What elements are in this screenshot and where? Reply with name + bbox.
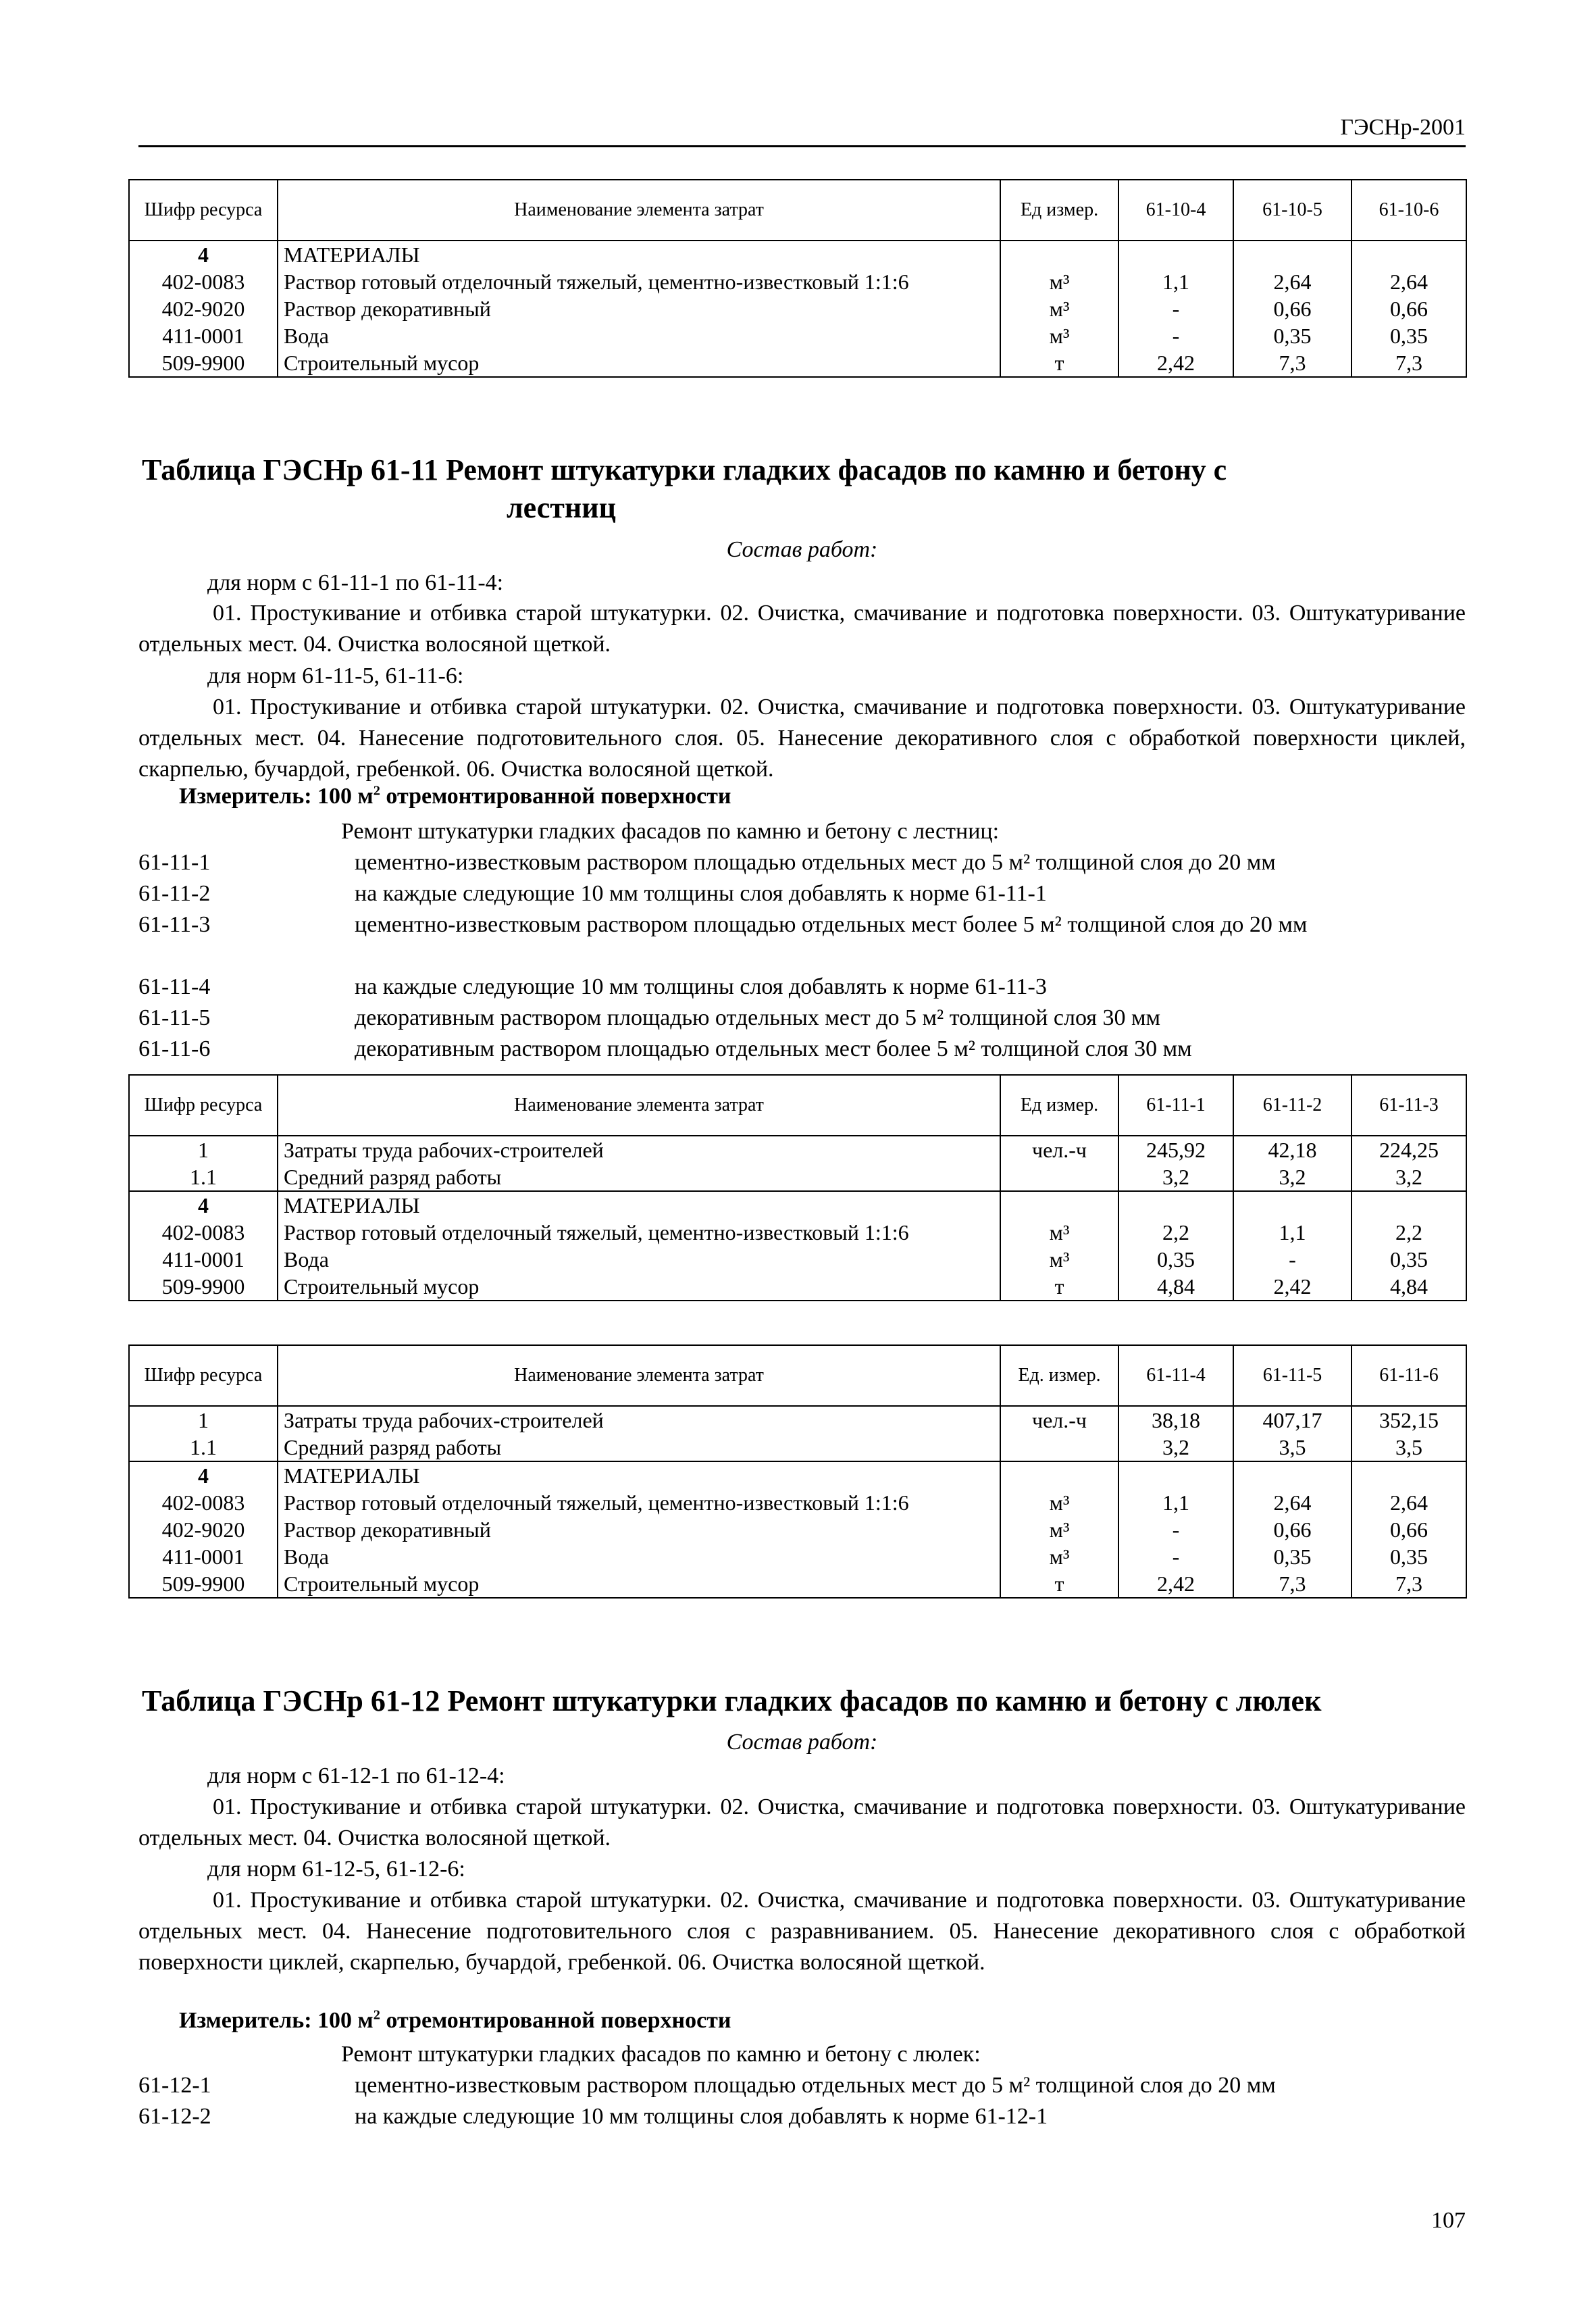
norm-code: 61-12-1 (138, 2073, 211, 2098)
resource-name: МАТЕРИАЛЫ (278, 1461, 1000, 1489)
unit (1000, 1461, 1118, 1489)
value: 2,64 (1233, 268, 1352, 295)
resource-code: 411-0001 (129, 322, 278, 349)
value: 0,66 (1352, 295, 1466, 322)
header-name: Наименование элемента затрат (278, 1345, 1000, 1406)
resource-name: Вода (278, 1543, 1000, 1570)
resource-name: Вода (278, 1246, 1000, 1273)
norm-code: 61-11-3 (138, 912, 211, 937)
resource-code: 4 (129, 241, 278, 268)
table-row (129, 1273, 1466, 1301)
measure-sup: 2 (373, 2007, 380, 2023)
resource-name: Средний разряд работы (278, 1434, 1000, 1461)
section-title-line: Таблица ГЭСНр 61-12 Ремонт штукатурки гладких фасадов по камню и бетону с люлек (142, 1684, 1322, 1717)
header-norm: 61-11-3 (1352, 1075, 1466, 1136)
value: 2,64 (1233, 1489, 1352, 1516)
unit: м³ (1000, 1219, 1118, 1246)
resource-table-61-11-a (128, 1074, 1467, 1301)
value: 3,5 (1233, 1434, 1352, 1461)
resource-name: Строительный мусор (278, 1570, 1000, 1598)
measure-unit (179, 784, 731, 809)
value: 0,35 (1352, 1543, 1466, 1570)
value: 42,18 (1233, 1136, 1352, 1163)
table-row (129, 268, 1466, 295)
value: 224,25 (1352, 1136, 1466, 1163)
table-row (129, 1246, 1466, 1273)
work-composition-text: 01. Простукивание и отбивка старой штукатурки. 02. Очистка, смачивание и подготовка поверхности. 03. Оштукатуривание отдельных мест. 04. Нанесение подготовительного слоя с разравниванием. 05. Нанесение декоративного слоя с обработкой поверхности циклей, скарпелью, бучардой, гребенкой. 06. Очистка волосяной щеткой. (138, 1888, 1466, 1975)
resource-code: 1.1 (129, 1434, 278, 1461)
unit: т (1000, 1570, 1118, 1598)
measure-sup: 2 (373, 783, 380, 799)
resource-code: 402-0083 (129, 1489, 278, 1516)
value: 7,3 (1233, 1570, 1352, 1598)
value: 3,5 (1352, 1434, 1466, 1461)
norms-range-label: для норм 61-12-5, 61-12-6: (207, 1857, 465, 1882)
norm-text: на каждые следующие 10 мм толщины слоя добавлять к норме 61-12-1 (355, 2104, 1048, 2129)
resource-code: 402-0083 (129, 1219, 278, 1246)
header-norm: 61-10-5 (1233, 180, 1352, 241)
resource-code: 1 (129, 1406, 278, 1434)
unit: т (1000, 349, 1118, 377)
table-row (129, 1219, 1466, 1246)
value: 245,92 (1118, 1136, 1233, 1163)
unit: м³ (1000, 295, 1118, 322)
table-row (129, 1406, 1466, 1434)
resource-name: Затраты труда рабочих-строителей (278, 1136, 1000, 1163)
value: 2,42 (1233, 1273, 1352, 1301)
value: 3,2 (1118, 1434, 1233, 1461)
norm-text: на каждые следующие 10 мм толщины слоя добавлять к норме 61-11-1 (355, 881, 1047, 906)
value: 352,15 (1352, 1406, 1466, 1434)
value: - (1233, 1246, 1352, 1273)
value: 0,66 (1233, 295, 1352, 322)
resource-code: 509-9900 (129, 1570, 278, 1598)
resource-name: Вода (278, 322, 1000, 349)
value: 3,2 (1233, 1163, 1352, 1191)
value: 0,35 (1118, 1246, 1233, 1273)
unit: м³ (1000, 1543, 1118, 1570)
work-composition-text: 01. Простукивание и отбивка старой штукатурки. 02. Очистка, смачивание и подготовка поверхности. 03. Оштукатуривание отдельных мест. 04. Очистка волосяной щеткой. (138, 1794, 1466, 1851)
resource-code: 4 (129, 1461, 278, 1489)
table-row (129, 1543, 1466, 1570)
resource-code: 402-9020 (129, 1516, 278, 1543)
measure-suffix: отремонтированной поверхности (380, 2008, 731, 2033)
table-row (129, 241, 1466, 268)
value: 2,42 (1118, 349, 1233, 377)
value: - (1118, 1516, 1233, 1543)
header-name: Наименование элемента затрат (278, 1075, 1000, 1136)
header-unit: Ед. измер. (1000, 1345, 1118, 1406)
table-row (129, 322, 1466, 349)
value: 2,42 (1118, 1570, 1233, 1598)
resource-name: Раствор готовый отделочный тяжелый, цементно-известковый 1:1:6 (278, 268, 1000, 295)
resource-name: Затраты труда рабочих-строителей (278, 1406, 1000, 1434)
work-composition-text: 01. Простукивание и отбивка старой штукатурки. 02. Очистка, смачивание и подготовка поверхности. 03. Оштукатуривание отдельных мест. 04. Очистка волосяной щеткой. (138, 601, 1466, 657)
header-norm: 61-11-1 (1118, 1075, 1233, 1136)
norms-intro: Ремонт штукатурки гладких фасадов по камню и бетону с люлек: (341, 2042, 981, 2067)
unit: м³ (1000, 268, 1118, 295)
value (1352, 1461, 1466, 1489)
resource-name: Раствор готовый отделочный тяжелый, цементно-известковый 1:1:6 (278, 1219, 1000, 1246)
header-code: Шифр ресурса (129, 180, 278, 241)
table-row (129, 1516, 1466, 1543)
header-name: Наименование элемента затрат (278, 180, 1000, 241)
value: 1,1 (1233, 1219, 1352, 1246)
norm-code: 61-11-4 (138, 974, 211, 999)
resource-table-61-11-b (128, 1344, 1467, 1599)
value: 0,35 (1233, 1543, 1352, 1570)
value: - (1118, 322, 1233, 349)
resource-code: 411-0001 (129, 1246, 278, 1273)
value: 0,35 (1233, 322, 1352, 349)
norm-text: декоративным раствором площадью отдельных мест до 5 м² толщиной слоя 30 мм (355, 1005, 1160, 1030)
norms-range-label: для норм с 61-11-1 по 61-11-4: (207, 570, 504, 595)
section-title-61-11 (138, 451, 1466, 527)
value: 407,17 (1233, 1406, 1352, 1434)
value: 2,64 (1352, 268, 1466, 295)
value: 4,84 (1352, 1273, 1466, 1301)
resource-code: 509-9900 (129, 1273, 278, 1301)
value: - (1118, 295, 1233, 322)
table-row (129, 1570, 1466, 1598)
header-norm: 61-11-6 (1352, 1345, 1466, 1406)
header-rule (138, 145, 1466, 147)
norm-text: декоративным раствором площадью отдельных мест более 5 м² толщиной слоя 30 мм (355, 1036, 1192, 1061)
norms-range-label: для норм 61-11-5, 61-11-6: (207, 663, 464, 688)
resource-name: Раствор декоративный (278, 295, 1000, 322)
table-row (129, 1191, 1466, 1219)
value: 1,1 (1118, 268, 1233, 295)
unit: м³ (1000, 322, 1118, 349)
table-row (129, 1461, 1466, 1489)
header-code: Шифр ресурса (129, 1345, 278, 1406)
value (1118, 1461, 1233, 1489)
resource-code: 411-0001 (129, 1543, 278, 1570)
value: 0,35 (1352, 322, 1466, 349)
measure-unit (179, 2008, 731, 2034)
table-row (129, 1163, 1466, 1191)
table-row (129, 295, 1466, 322)
header-norm: 61-10-6 (1352, 180, 1466, 241)
norm-code: 61-11-1 (138, 850, 211, 875)
norms-range-label: для норм с 61-12-1 по 61-12-4: (207, 1763, 505, 1788)
section-title-61-12 (138, 1682, 1466, 1720)
header-code: Шифр ресурса (129, 1075, 278, 1136)
value: 2,64 (1352, 1489, 1466, 1516)
norm-text: цементно-известковым раствором площадью отдельных мест до 5 м² толщиной слоя до 20 мм (355, 2073, 1276, 2098)
norms-intro: Ремонт штукатурки гладких фасадов по камню и бетону с лестниц: (341, 819, 1000, 844)
resource-code: 4 (129, 1191, 278, 1219)
value (1233, 1461, 1352, 1489)
norm-code: 61-11-2 (138, 881, 211, 906)
resource-name: Раствор декоративный (278, 1516, 1000, 1543)
section-title-line: Таблица ГЭСНр 61-11 Ремонт штукатурки гладких фасадов по камню и бетону с (142, 453, 1227, 486)
header-unit: Ед измер. (1000, 180, 1118, 241)
value (1352, 241, 1466, 268)
table-row (129, 349, 1466, 377)
resource-code: 509-9900 (129, 349, 278, 377)
value: 7,3 (1352, 349, 1466, 377)
value: 4,84 (1118, 1273, 1233, 1301)
norm-code: 61-11-6 (138, 1036, 211, 1061)
table-row (129, 1489, 1466, 1516)
unit (1000, 241, 1118, 268)
unit: м³ (1000, 1246, 1118, 1273)
value (1233, 1191, 1352, 1219)
norm-text: на каждые следующие 10 мм толщины слоя добавлять к норме 61-11-3 (355, 974, 1047, 999)
measure-prefix: Измеритель: 100 м (179, 2008, 374, 2033)
norm-code: 61-12-2 (138, 2104, 211, 2129)
header-norm: 61-11-2 (1233, 1075, 1352, 1136)
resource-code: 1 (129, 1136, 278, 1163)
page-number: 107 (1431, 2208, 1466, 2233)
value (1118, 1191, 1233, 1219)
resource-name: Средний разряд работы (278, 1163, 1000, 1191)
value: 0,66 (1233, 1516, 1352, 1543)
header-norm: 61-11-5 (1233, 1345, 1352, 1406)
value (1352, 1191, 1466, 1219)
resource-code: 402-9020 (129, 295, 278, 322)
value (1118, 241, 1233, 268)
composition-label: Состав работ: (726, 537, 878, 562)
section-title-line: лестниц (507, 491, 616, 524)
unit (1000, 1191, 1118, 1219)
norm-code: 61-11-5 (138, 1005, 211, 1030)
unit (1000, 1434, 1118, 1461)
norm-text: цементно-известковым раствором площадью отдельных мест до 5 м² толщиной слоя до 20 мм (355, 850, 1276, 875)
value: 3,2 (1352, 1163, 1466, 1191)
composition-label: Состав работ: (726, 1730, 878, 1755)
value: 1,1 (1118, 1489, 1233, 1516)
value: 2,2 (1118, 1219, 1233, 1246)
resource-name: МАТЕРИАЛЫ (278, 1191, 1000, 1219)
header-norm: 61-11-4 (1118, 1345, 1233, 1406)
unit: м³ (1000, 1489, 1118, 1516)
unit: м³ (1000, 1516, 1118, 1543)
resource-name: Раствор готовый отделочный тяжелый, цементно-известковый 1:1:6 (278, 1489, 1000, 1516)
value: - (1118, 1543, 1233, 1570)
value: 7,3 (1233, 349, 1352, 377)
header-norm: 61-10-4 (1118, 180, 1233, 241)
value: 38,18 (1118, 1406, 1233, 1434)
value (1233, 241, 1352, 268)
value: 0,66 (1352, 1516, 1466, 1543)
unit: чел.-ч (1000, 1136, 1118, 1163)
resource-code: 1.1 (129, 1163, 278, 1191)
resource-table-61-10 (128, 179, 1467, 378)
table-row (129, 1434, 1466, 1461)
resource-name: Строительный мусор (278, 349, 1000, 377)
value: 7,3 (1352, 1570, 1466, 1598)
document-code: ГЭСНр-2001 (1340, 115, 1466, 140)
measure-suffix: отремонтированной поверхности (380, 784, 731, 809)
norm-text: цементно-известковым раствором площадью отдельных мест более 5 м² толщиной слоя до 20 мм (355, 912, 1308, 937)
resource-code: 402-0083 (129, 268, 278, 295)
unit (1000, 1163, 1118, 1191)
table-row (129, 1136, 1466, 1163)
value: 3,2 (1118, 1163, 1233, 1191)
measure-prefix: Измеритель: 100 м (179, 784, 374, 809)
resource-name: МАТЕРИАЛЫ (278, 241, 1000, 268)
unit: т (1000, 1273, 1118, 1301)
value: 2,2 (1352, 1219, 1466, 1246)
unit: чел.-ч (1000, 1406, 1118, 1434)
resource-name: Строительный мусор (278, 1273, 1000, 1301)
header-unit: Ед измер. (1000, 1075, 1118, 1136)
work-composition-text: 01. Простукивание и отбивка старой штукатурки. 02. Очистка, смачивание и подготовка поверхности. 03. Оштукатуривание отдельных мест. 04. Нанесение подготовительного слоя. 05. Нанесение декоративного слоя с обработкой поверхности циклей, скарпелью, бучардой, гребенкой. 06. Очистка волосяной щеткой. (138, 695, 1466, 782)
value: 0,35 (1352, 1246, 1466, 1273)
